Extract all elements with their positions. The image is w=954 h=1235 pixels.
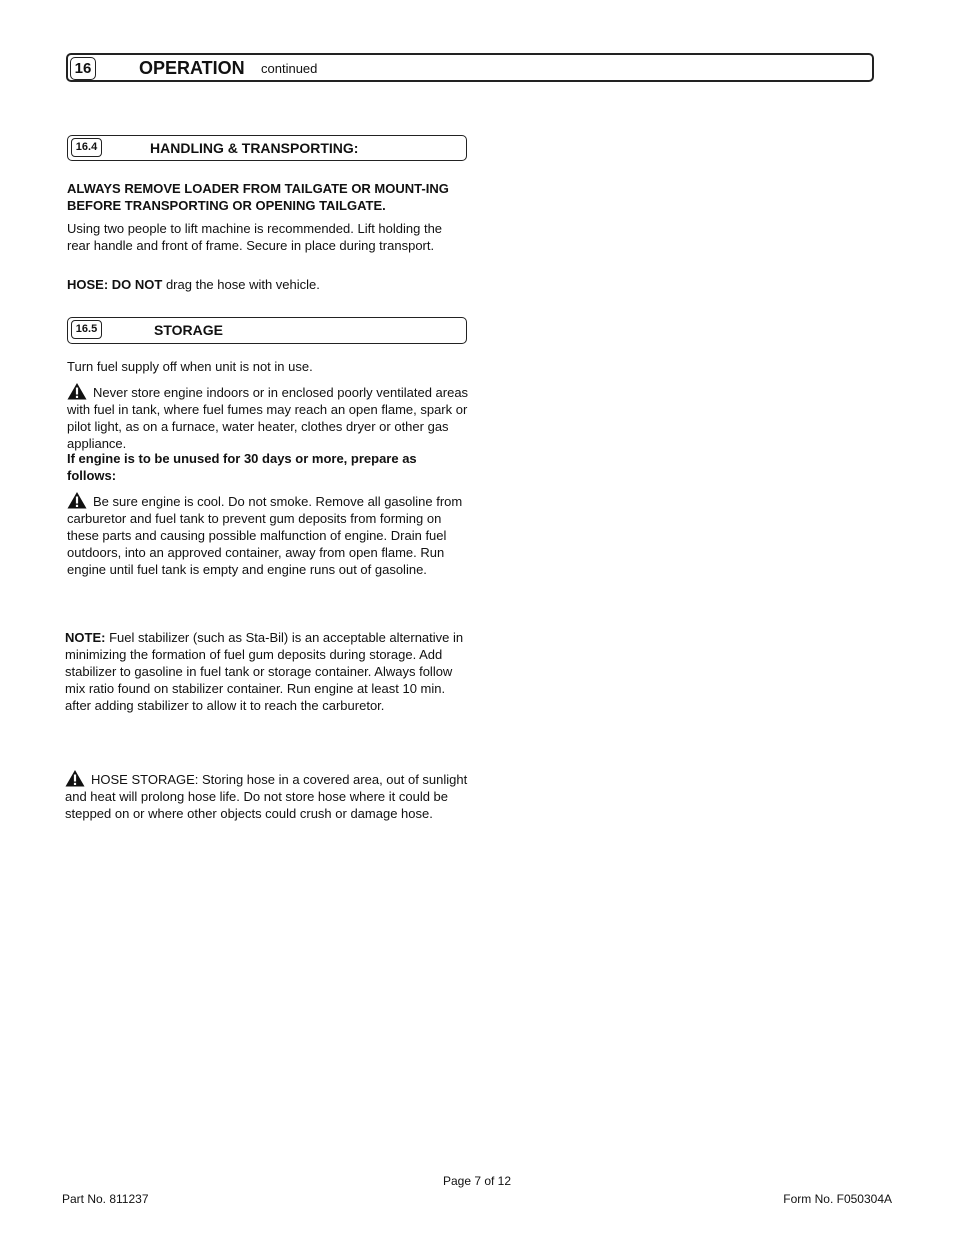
warning-triangle-icon	[65, 769, 85, 787]
never-store-warning	[67, 382, 469, 452]
never-store-text: Never store engine indoors or in enclosed poorly ventilated areas with fuel in tank, where fuel fumes may reach an open flame, spark or pilot light, as on a furnace, water heater, clothes dryer or other gas appliance.	[67, 385, 469, 451]
hose-storage-text: HOSE STORAGE: Storing hose in a covered area, out of sunlight and heat will prolong hose life. Do not store hose where it could be stepped on or where other objects could crush or damage hose.	[65, 772, 468, 821]
be-sure-warning	[67, 491, 469, 578]
transport-warning: ALWAYS REMOVE LOADER FROM TAILGATE OR MOUNT-ING BEFORE TRANSPORTING OR OPENING TAILGATE.	[67, 181, 449, 213]
unused-engine-heading: If engine is to be unused for 30 days or more, prepare as follows:	[67, 451, 417, 483]
note-text: Fuel stabilizer (such as Sta-Bil) is an acceptable alternative in minimizing the formation of fuel gum deposits during storage. Add stabilizer to gasoline in fuel tank or storage container. Always follow mix ratio found on stabilizer container. Run engine at least 10 min. after adding stabilizer to allow it to reach the carburetor.	[65, 630, 464, 713]
subsection-header-storage	[67, 317, 467, 344]
section-number: 16	[70, 57, 96, 80]
section-header-operation	[66, 53, 874, 82]
form-number: Form No. F050304A	[783, 1192, 892, 1206]
be-sure-text: Be sure engine is cool. Do not smoke. Remove all gasoline from carburetor and fuel tank to prevent gum deposits from forming on these parts and causing possible malfunction of engine. Drain fuel outdoors, into an approved container, away from open flame. Run engine until fuel tank is empty and engine runs out of gasoline.	[67, 494, 463, 577]
lift-instructions: Using two people to lift machine is recommended. Lift holding the rear handle and front of frame. Secure in place during transport.	[67, 221, 443, 253]
subsection-header-handling	[67, 135, 467, 161]
section-title: OPERATION	[139, 58, 245, 78]
page-number: Page 7 of 12	[442, 1174, 512, 1188]
warning-triangle-icon	[67, 382, 87, 400]
hose-storage-warning	[65, 769, 470, 822]
part-number: Part No. 811237	[62, 1192, 149, 1206]
section-subtitle: continued	[261, 61, 318, 76]
hose-instruction	[67, 276, 472, 293]
fuel-off-instruction: Turn fuel supply off when unit is not in use.	[67, 359, 313, 374]
subsection-title: HANDLING & TRANSPORTING:	[150, 140, 359, 156]
fuel-stabilizer-note	[65, 629, 467, 714]
warning-triangle-icon	[67, 491, 87, 509]
subsection-number: 16.4	[71, 138, 102, 157]
subsection-title: STORAGE	[154, 322, 223, 338]
hose-text: drag the hose with vehicle.	[162, 277, 320, 292]
hose-label: HOSE: DO NOT	[67, 277, 163, 292]
note-label: NOTE:	[65, 630, 106, 645]
subsection-number: 16.5	[71, 320, 102, 339]
